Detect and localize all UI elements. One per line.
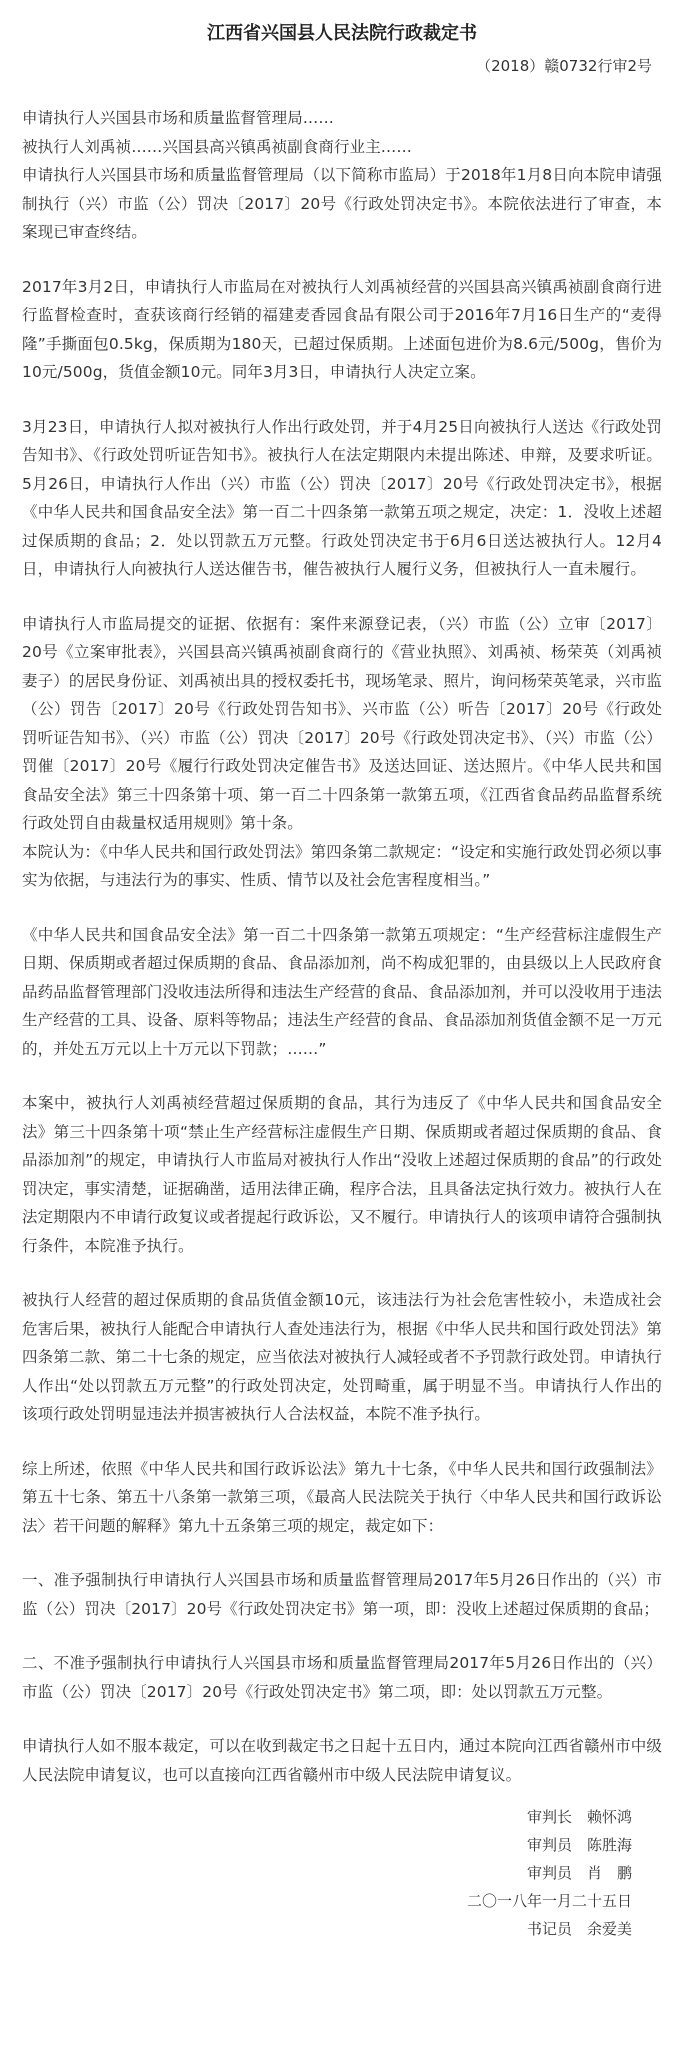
court-opinion-paragraph: 本院认为：《中华人民共和国行政处罚法》第四条第二款规定：“设定和实施行政处罚必须以事实为依据，与违法行为的事实、性质、情节以及社会危害程度相当。” — [22, 842, 662, 889]
presiding-judge: 审判长 赖怀鸿 — [526, 1808, 632, 1826]
case-analysis-paragraph: 本案中，被执行人刘禹祯经营超过保质期的食品，其行为违反了《中华人民共和国食品安全法》第三十四条第十项“禁止生产经营标注虚假生产日期、保质期或者超过保质期的食品、食品添加剂”的规定，申请执行人市监局对被执行人作出“没收上述超过保质期的食品”的行政处罚决定，事实清楚，证据确凿，适用法律正确，程序合法，且具备法定执行效力。被执行人在法定期限内不申请行政复议或者提起行政诉讼，又不履行。申请执行人的该项申请符合强制执行条件，本院准予执行。 — [22, 1094, 662, 1255]
court-clerk: 书记员 余爱美 — [526, 1920, 632, 1938]
ruling-date: 二〇一八年一月二十五日 — [466, 1892, 632, 1910]
document-title: 江西省兴国县人民法院行政裁定书 — [207, 23, 477, 44]
food-safety-law-paragraph: 《中华人民共和国食品安全法》第一百二十四条第一款第五项规定：“生产经营标注虚假生产日期、保质期或者超过保质期的食品、食品添加剂，尚不构成犯罪的，由县级以上人民政府食品药品监督管理部门没收违法所得和违法生产经营的食品、食品添加剂，并可以没收用于违法生产经营的工具、设备、原料等物品；违法生产经营的食品、食品添加剂货值金额不足一万元的，并处五万元以上十万元以下罚款；……” — [22, 925, 662, 1058]
legal-basis-paragraph: 综上所述，依照《中华人民共和国行政诉讼法》第九十七条，《中华人民共和国行政强制法》第五十七条、第五十八条第一款第三项，《最高人民法院关于执行〈中华人民共和国行政诉讼法〉若干问题的解释》第九十五条第三项的规定，裁定如下： — [22, 1459, 662, 1535]
judge-one: 审判员 陈胜海 — [526, 1836, 632, 1854]
case-number: （2018）赣0732行审2号 — [476, 57, 652, 75]
inspection-facts-paragraph: 2017年3月2日，申请执行人市监局在对被执行人刘禹祯经营的兴国县高兴镇禹祯副食商行进行监督检查时，查获该商行经销的福建麦香园食品有限公司于2016年7月16日生产的“麦得隆”手撕面包0.5kg，保质期为180天，已超过保质期。上述面包进价为8.6元/500g，售价为10元/500g，货值金额10元。同年3月3日，申请执行人决定立案。 — [22, 277, 662, 381]
appeal-notice-paragraph: 申请执行人如不服本裁定，可以在收到裁定书之日起十五日内，通过本院向江西省赣州市中级人民法院申请复议，也可以直接向江西省赣州市中级人民法院申请复议。 — [22, 1737, 662, 1784]
respondent-paragraph: 被执行人刘禹祯……兴国县高兴镇禹祯副食商行业主…… — [22, 137, 413, 156]
penalty-process-paragraph: 3月23日，申请执行人拟对被执行人作出行政处罚，并于4月25日向被执行人送达《行政处罚告知书》、《行政处罚听证告知书》。被执行人在法定期限内未提出陈述、申辩，及要求听证。5月26日，申请执行人作出（兴）市监（公）罚决〔2017〕20号《行政处罚决定书》，根据《中华人民共和国食品安全法》第一百二十四条第一款第五项之规定，决定：1．没收上述超过保质期的食品；2．处以罚款五万元整。行政处罚决定书于6月6日送达被执行人。12月4日，申请执行人向被执行人送达催告书，催告被执行人履行义务，但被执行人一直未履行。 — [22, 417, 662, 578]
ruling-item-one: 一、准予强制执行申请执行人兴国县市场和质量监督管理局2017年5月26日作出的（兴）市监（公）罚决〔2017〕20号《行政处罚决定书》第一项，即：没收上述超过保质期的食品； — [22, 1571, 662, 1618]
application-paragraph: 申请执行人兴国县市场和质量监督管理局（以下简称市监局）于2018年1月8日向本院申请强制执行（兴）市监（公）罚决〔2017〕20号《行政处罚决定书》。本院依法进行了审查，本案现已审查终结。 — [22, 166, 662, 241]
penalty-assessment-paragraph: 被执行人经营的超过保质期的食品货值金额10元，该违法行为社会危害性较小，未造成社会危害后果，被执行人能配合申请执行人查处违法行为，根据《中华人民共和国行政处罚法》第四条第二款、第二十七条的规定，应当依法对被执行人减轻或者不予罚款行政处罚。申请执行人作出“处以罚款五万元整”的行政处罚决定，处罚畸重，属于明显不当。申请执行人作出的该项行政处罚明显违法并损害被执行人合法权益，本院不准予执行。 — [22, 1291, 662, 1423]
applicant-paragraph: 申请执行人兴国县市场和质量监督管理局…… — [22, 109, 335, 127]
judge-two: 审判员 肖 鹏 — [526, 1864, 632, 1882]
evidence-paragraph: 申请执行人市监局提交的证据、依据有：案件来源登记表，（兴）市监（公）立审〔2017〕20号《立案审批表》，兴国县高兴镇禹祯副食商行的《营业执照》、刘禹祯、杨荣英（刘禹祯妻子）的居民身份证、刘禹祯出具的授权委托书，现场笔录、照片，询问杨荣英笔录，兴市监（公）罚告〔2017〕20号《行政处罚告知书》、兴市监（公）听告〔2017〕20号《行政处罚听证告知书》、（兴）市监（公）罚决〔2017〕20号《行政处罚决定书》、（兴）市监（公）罚催〔2017〕20号《履行行政处罚决定催告书》及送达回证、送达照片。《中华人民共和国食品安全法》第三十四条第十项、第一百二十四条第一款第五项，《江西省食品药品监督系统行政处罚自由裁量权适用规则》第十条。 — [22, 614, 662, 832]
ruling-item-two: 二、不准予强制执行申请执行人兴国县市场和质量监督管理局2017年5月26日作出的（兴）市监（公）罚决〔2017〕20号《行政处罚决定书》第二项，即：处以罚款五万元整。 — [22, 1654, 662, 1701]
